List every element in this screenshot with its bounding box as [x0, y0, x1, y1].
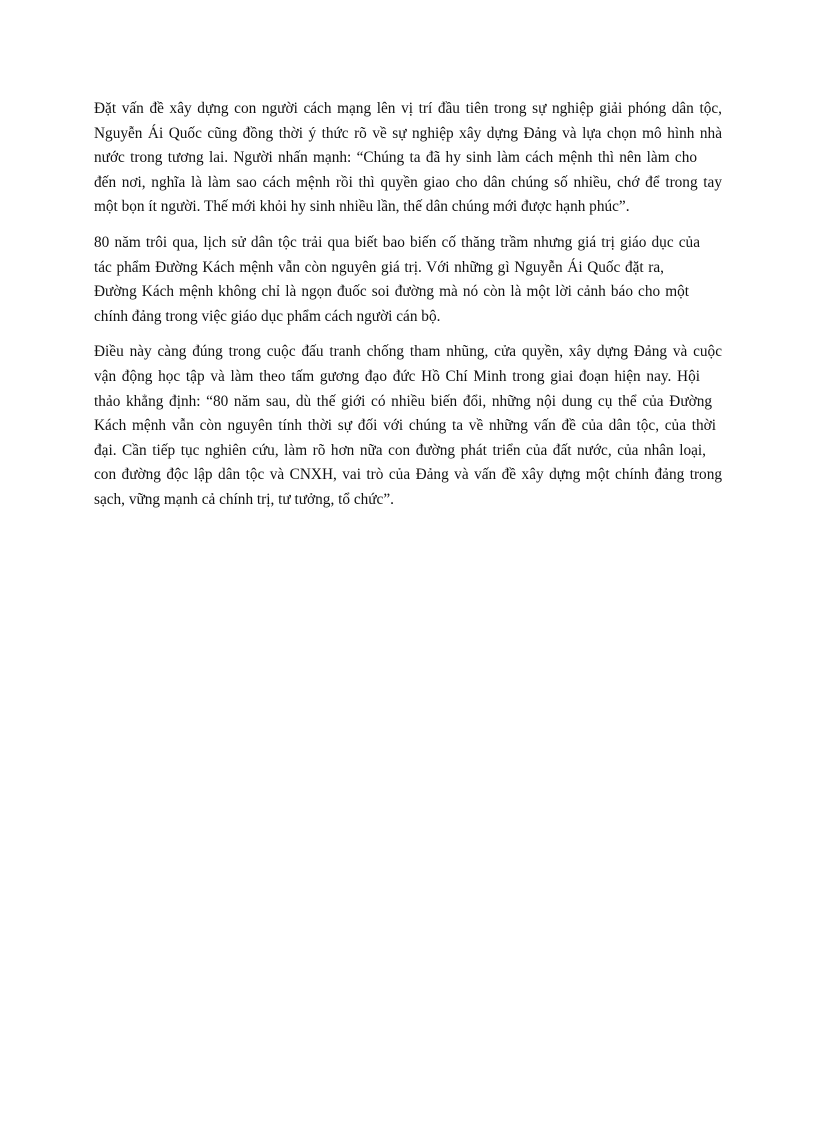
- text-line: Đường Kách mệnh không chỉ là ngọn đuốc soi đường mà nó còn là một lời cảnh báo cho một: [94, 283, 689, 301]
- text-line: đến nơi, nghĩa là làm sao cách mệnh rồi thì quyền giao cho dân chúng số nhiều, chớ để trong tay: [94, 173, 722, 191]
- text-line: thảo khẳng định: “80 năm sau, dù thế giới có nhiều biến đổi, những nội dung cụ thể của Đường: [94, 392, 712, 410]
- text-line: tác phẩm Đường Kách mệnh vẫn còn nguyên giá trị. Với những gì Nguyễn Ái Quốc đặt ra,: [94, 258, 664, 276]
- text-line: chính đảng trong việc giáo dục phẩm cách người cán bộ.: [94, 307, 441, 325]
- text-line: Kách mệnh vẫn còn nguyên tính thời sự đối với chúng ta về những vấn đề của dân tộc, của thời: [94, 417, 716, 435]
- text-line: nước trong tương lai. Người nhấn mạnh: “Chúng ta đã hy sinh làm cách mệnh thì nên làm cho: [94, 149, 697, 167]
- text-line: một bọn ít người. Thế mới khỏi hy sinh nhiều lần, thế dân chúng mới được hạnh phúc”.: [94, 198, 630, 216]
- text-line: Nguyễn Ái Quốc cũng đồng thời ý thức rõ về sự nghiệp xây dựng Đảng và lựa chọn mô hình nhà: [94, 124, 722, 142]
- paragraph-1: [94, 97, 722, 220]
- document-body: [94, 97, 722, 524]
- paragraph-3: [94, 340, 722, 512]
- text-line: con đường độc lập dân tộc và CNXH, vai trò của Đảng và vấn đề xây dựng một chính đảng trong: [94, 466, 722, 484]
- paragraph-2: [94, 231, 722, 329]
- text-line: 80 năm trôi qua, lịch sử dân tộc trải qua biết bao biến cố thăng trầm nhưng giá trị giáo dục của: [94, 233, 700, 251]
- text-line: Điều này càng đúng trong cuộc đấu tranh chống tham nhũng, cửa quyền, xây dựng Đảng và cuộc: [94, 343, 722, 361]
- text-line: đại. Cần tiếp tục nghiên cứu, làm rõ hơn nữa con đường phát triển của đất nước, của nhân loại,: [94, 441, 706, 459]
- text-line: vận động học tập và làm theo tấm gương đạo đức Hồ Chí Minh trong giai đoạn hiện nay. Hội: [94, 367, 700, 385]
- text-line: sạch, vững mạnh cả chính trị, tư tưởng, tổ chức”.: [94, 490, 394, 508]
- text-line: Đặt vấn đề xây dựng con người cách mạng lên vị trí đầu tiên trong sự nghiệp giải phóng dân tộc,: [94, 100, 722, 117]
